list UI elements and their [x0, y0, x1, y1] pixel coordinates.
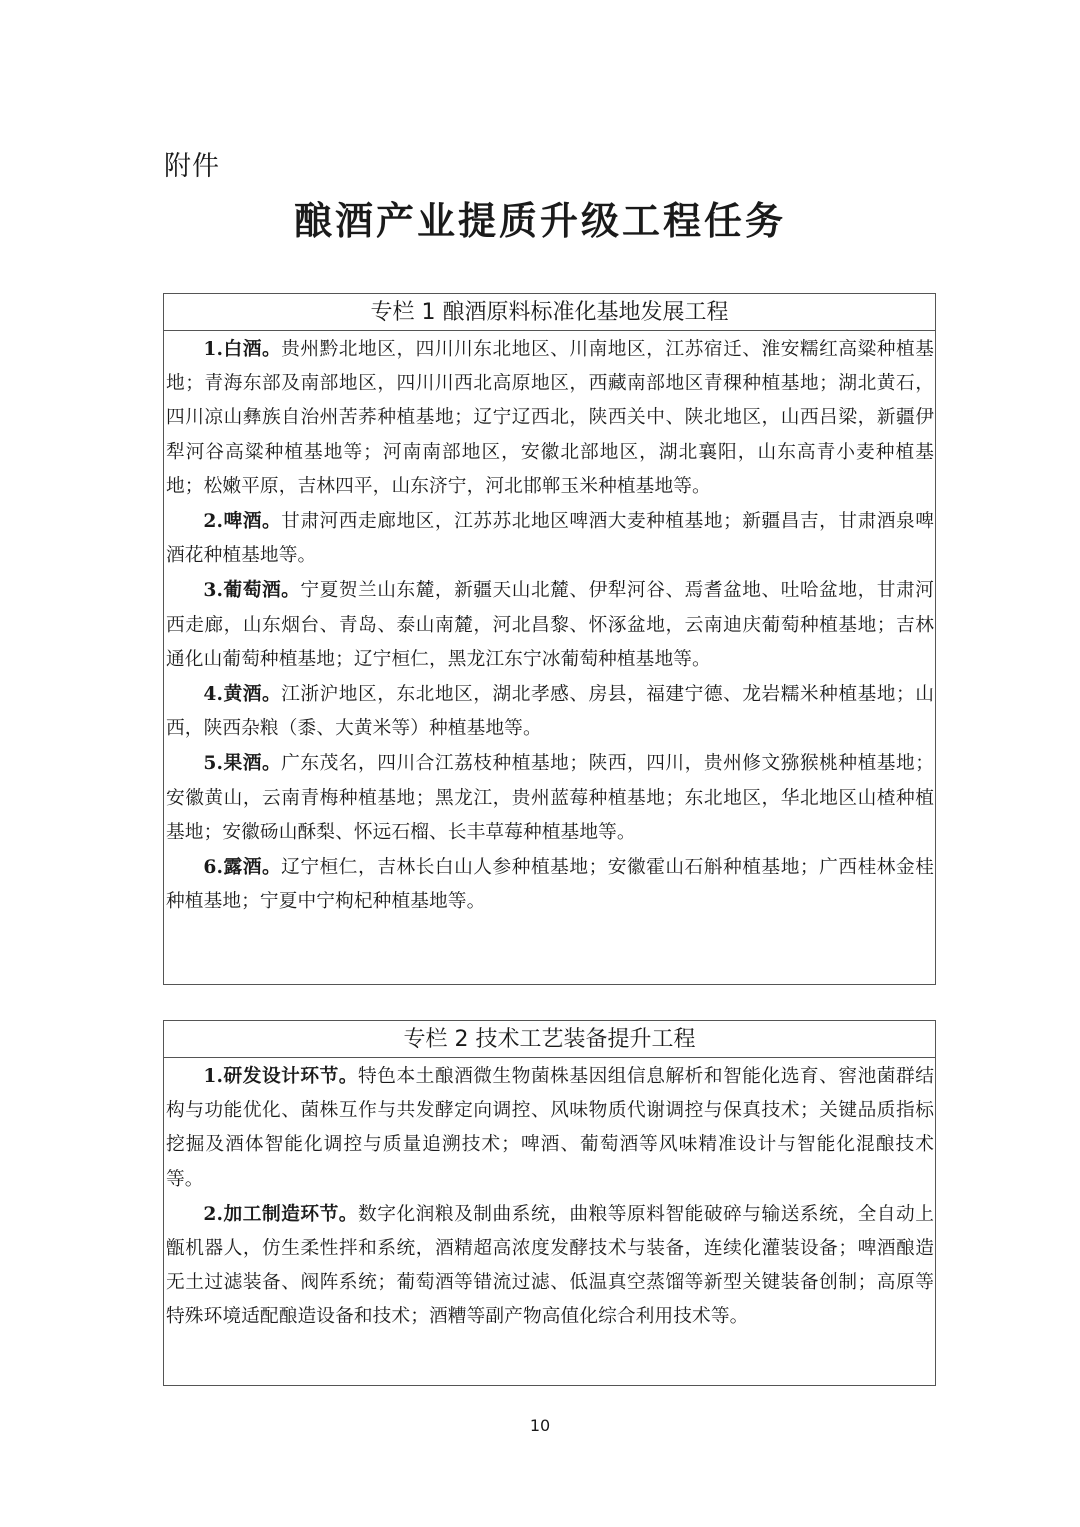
item-lead: 3.葡萄酒。 — [203, 579, 301, 602]
item-text: 宁夏贺兰山东麓，新疆天山北麓、伊犁河谷、焉耆盆地、吐哈盆地，甘肃河西走廊，山东烟台、青岛、泰山南麓，河北昌黎、怀涿盆地，云南迪庆葡萄种植基地；吉林通化山葡萄种植基地；辽宁桓仁，黑龙江东宁冰葡萄种植基地等。 — [166, 580, 934, 670]
item-text: 辽宁桓仁，吉林长白山人参种植基地；安徽霍山石斛种植基地；广西桂林金桂种植基地；宁夏中宁枸杞种植基地等。 — [166, 857, 934, 913]
section-item — [166, 746, 934, 850]
page-number: 10 — [529, 1416, 551, 1435]
item-lead: 2.加工制造环节。 — [203, 1202, 359, 1225]
section-item — [166, 850, 934, 919]
item-text: 数字化润粮及制曲系统，曲粮等原料智能破碎与输送系统，全自动上甑机器人，仿生柔性拌和系统，酒精超高浓度发酵技术与装备，连续化灌装设备；啤酒酿造无土过滤装备、阀阵系统；葡萄酒等错流过滤、低温真空蒸馏等新型关键装备创制；高原等特殊环境适配酿造设备和技术；酒糟等副产物高值化综合利用技术等。 — [166, 1203, 935, 1328]
document-title: 酿酒产业提质升级工程任务 — [293, 199, 786, 243]
item-lead: 2.啤酒。 — [203, 510, 282, 533]
item-lead: 1.白酒。 — [203, 338, 282, 360]
section-body — [164, 1058, 935, 1335]
section-item — [166, 332, 934, 504]
section-body — [164, 331, 935, 919]
item-text: 甘肃河西走廊地区，江苏苏北地区啤酒大麦种植基地；新疆昌吉，甘肃酒泉啤酒花种植基地等。 — [166, 511, 934, 567]
section-box-2 — [163, 1020, 936, 1386]
item-text: 广东茂名，四川合江荔枝种植基地；陕西，四川，贵州修文猕猴桃种植基地；安徽黄山，云南青梅种植基地；黑龙江，贵州蓝莓种植基地；东北地区，华北地区山楂种植基地；安徽砀山酥梨、怀远石榴、长丰草莓种植基地等。 — [166, 753, 934, 843]
section-item — [166, 677, 934, 746]
section-heading: 专栏 2 技术工艺装备提升工程 — [164, 1021, 935, 1058]
item-lead: 6.露酒。 — [203, 856, 282, 879]
section-item — [166, 1059, 934, 1197]
item-lead: 1.研发设计环节。 — [203, 1065, 359, 1087]
section-item — [166, 504, 934, 573]
attachment-label: 附件 — [164, 151, 220, 182]
section-item — [166, 1197, 934, 1335]
item-text: 特色本土酿酒微生物菌株基因组信息解析和智能化选育、窖池菌群结构与功能优化、菌株互作与共发酵定向调控、风味物质代谢调控与保真技术；关键品质指标挖掘及酒体智能化调控与质量追溯技术；啤酒、葡萄酒等风味精准设计与智能化混酿技术等。 — [166, 1066, 935, 1190]
item-text: 贵州黔北地区，四川川东北地区、川南地区，江苏宿迁、淮安糯红高粱种植基地；青海东部及南部地区，四川川西北高原地区，西藏南部地区青稞种植基地；湖北黄石，四川凉山彝族自治州苦荞种植基地；辽宁辽西北，陕西关中、陕北地区，山西吕梁，新疆伊犁河谷高粱种植基地等；河南南部地区，安徽北部地区，湖北襄阳，山东高青小麦种植基地；松嫩平原，吉林四平，山东济宁，河北邯郸玉米种植基地等。 — [166, 339, 934, 497]
item-text: 江浙沪地区，东北地区，湖北孝感、房县，福建宁德、龙岩糯米种植基地；山西，陕西杂粮（黍、大黄米等）种植基地等。 — [166, 684, 934, 740]
section-item — [166, 573, 934, 677]
section-box-1 — [163, 293, 936, 985]
item-lead: 5.果酒。 — [203, 752, 282, 775]
item-lead: 4.黄酒。 — [203, 683, 282, 706]
section-heading: 专栏 1 酿酒原料标准化基地发展工程 — [164, 294, 935, 331]
